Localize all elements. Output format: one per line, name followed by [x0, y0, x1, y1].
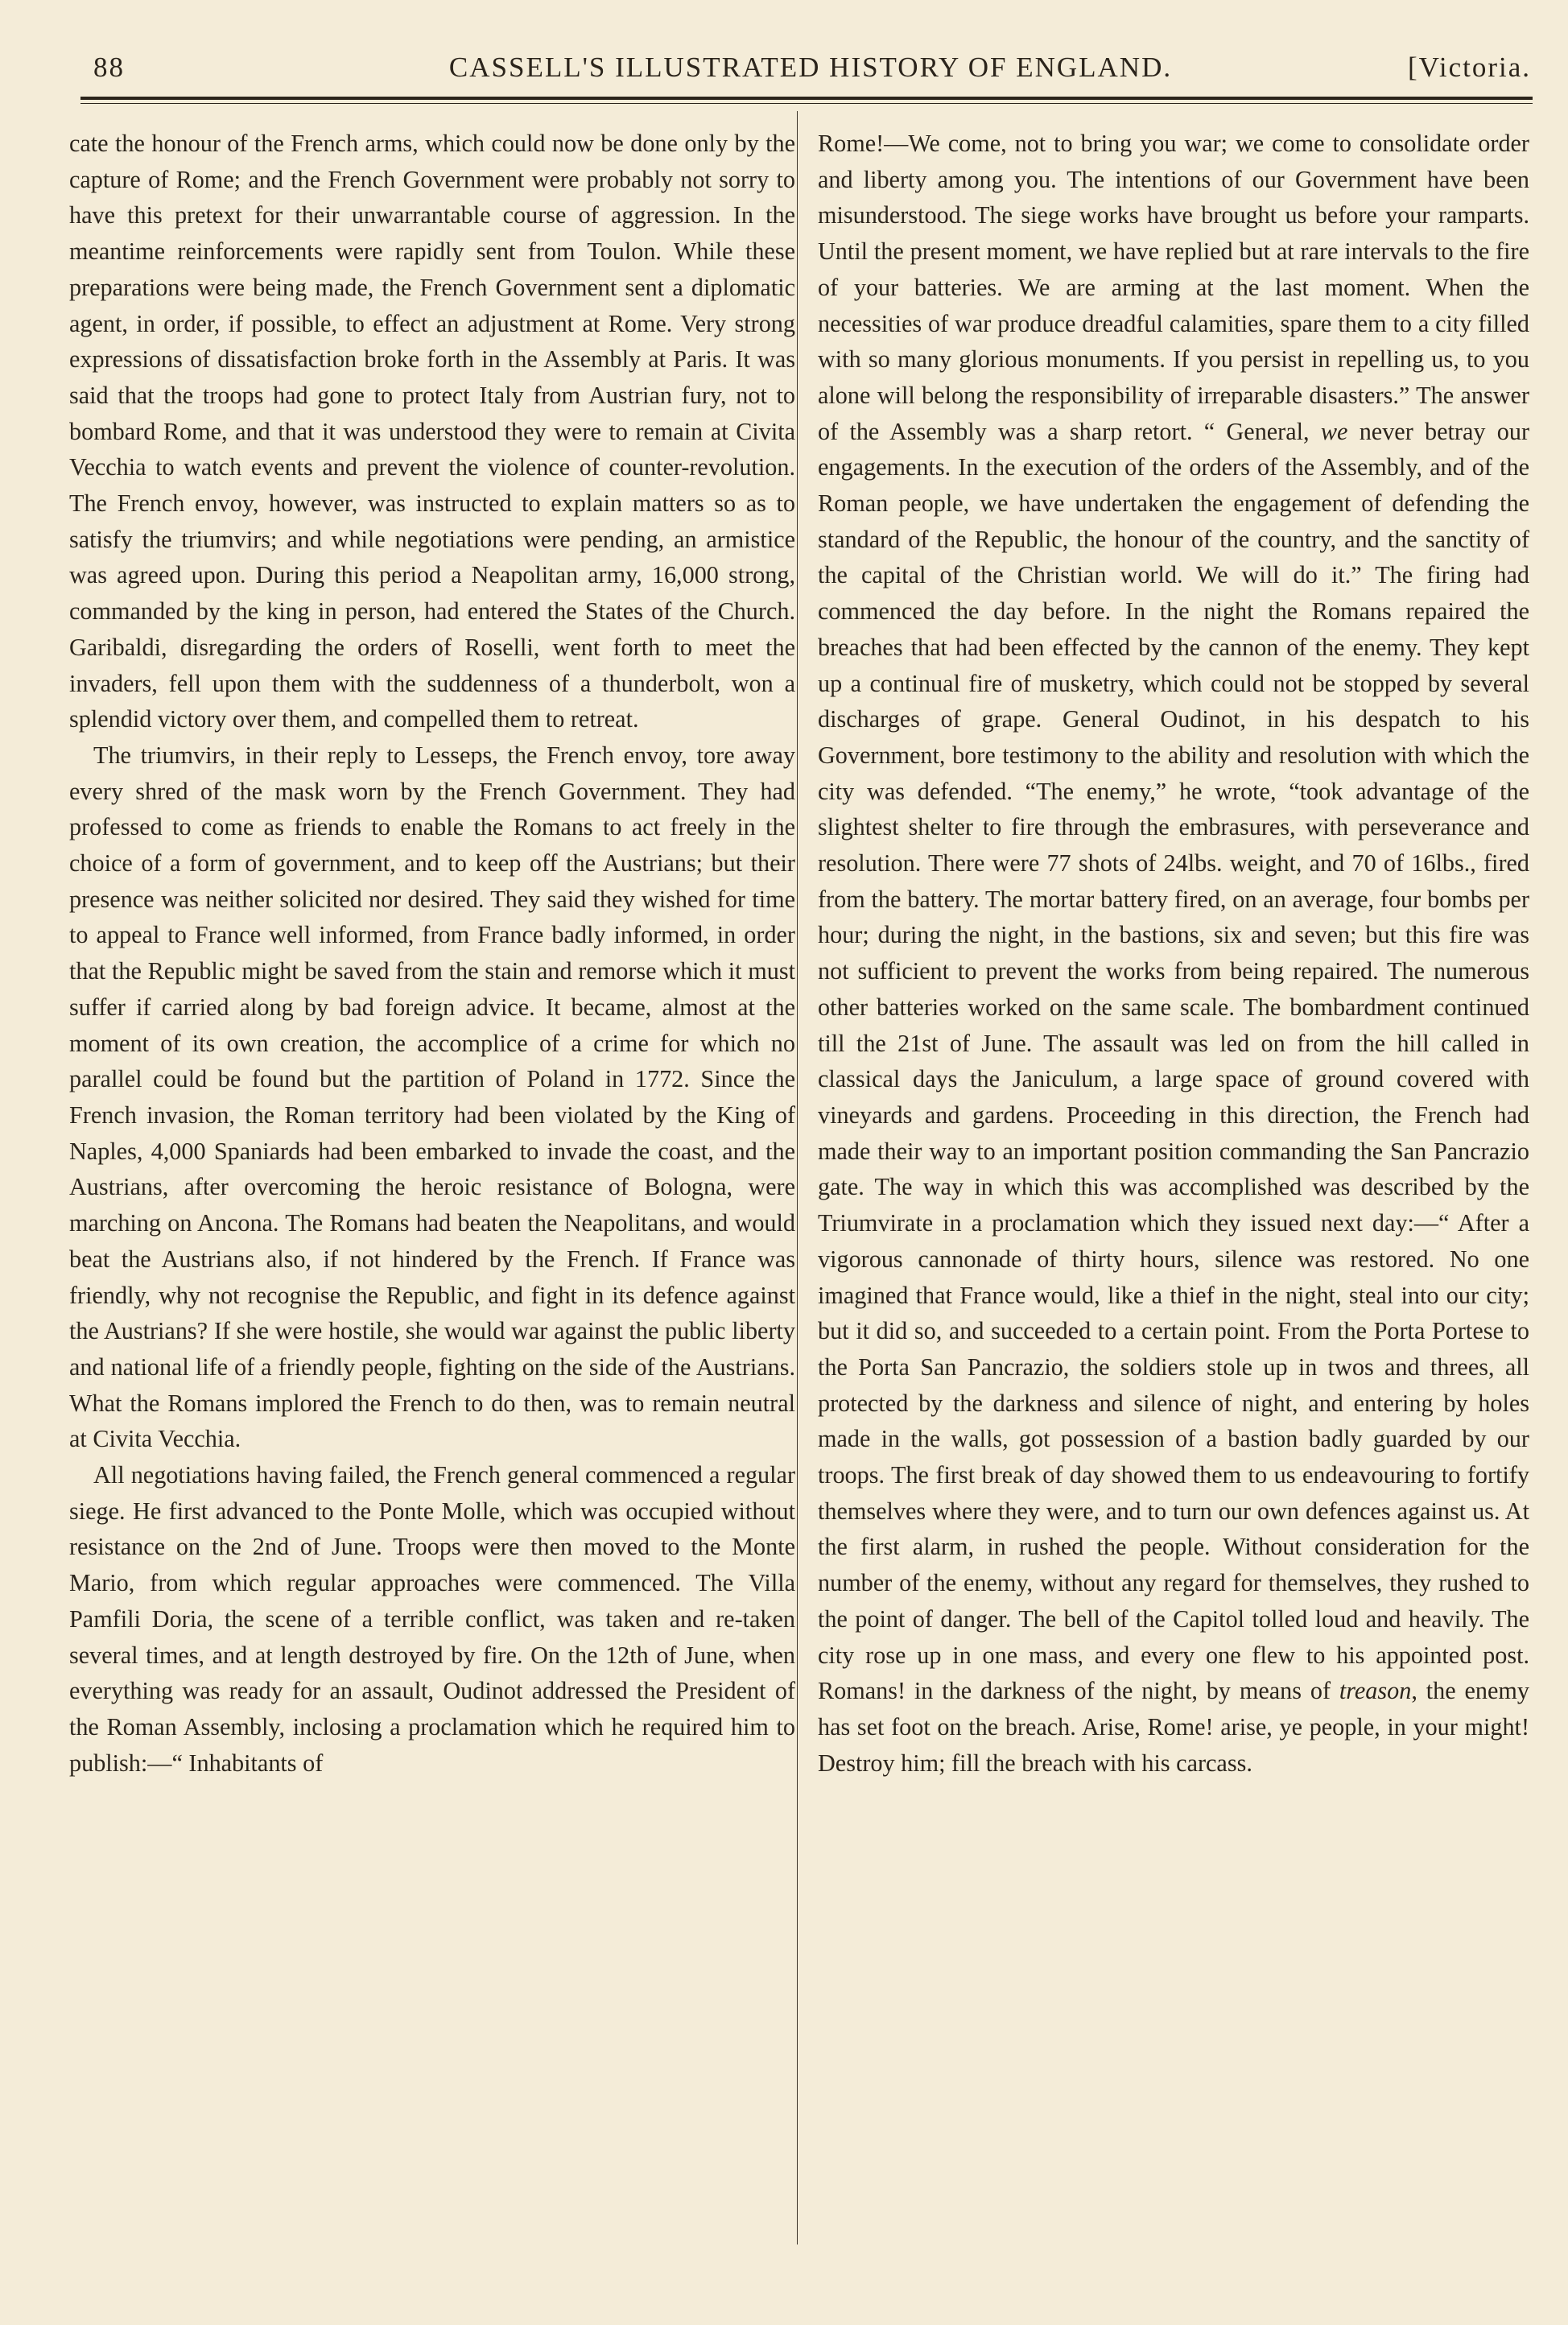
running-header: [90, 43, 1531, 92]
reign-label: [Victoria.: [1408, 52, 1531, 83]
page-number: 88: [93, 52, 125, 83]
left-column: [69, 126, 795, 1781]
paragraph: cate the honour of the French arms, which could now be done only by the capture of Rome; and the French Government were probably not sorry to have this pretext for their unwarrantable course of aggression. In the meantime reinforcements were rapidly sent from Toulon. While these preparations were being made, the French Government sent a diplomatic agent, in order, if possible, to effect an adjustment at Rome. Very strong expressions of dissatisfaction broke forth in the Assembly at Paris. It was said that the troops had gone to protect Italy from Austrian fury, not to bombard Rome, and that it was understood they were to remain at Civita Vecchia to watch events and prevent the violence of counter-revolution. The French envoy, however, was instructed to explain matters so as to satisfy the triumvirs; and while negotiations were pending, an armistice was agreed upon. During this period a Neapolitan army, 16,000 strong, commanded by the king in person, had entered the States of the Church. Garibaldi, disregarding the orders of Roselli, went forth to meet the invaders, fell upon them with the suddenness of a thunderbolt, won a splendid victory over them, and compelled them to retreat.: [69, 130, 795, 733]
text-run: never betray our engagements. In the execution of the orders of the Assembly, and of the Roman people, we have undertaken the engagement of defending the standard of the Republic, the honour of the country, and the sanctity of the capital of the Christian world. We will do it.” The firing had commenced the day before. In the night the Romans repaired the breaches that had been effected by the cannon of the enemy. They kept up a continual fire of musketry, which could not be stopped by several discharges of grape. General Oudinot, in his despatch to his Government, bore testimony to the ability and resolution with which the city was defended. “The enemy,” he wrote, “took advantage of the slightest shelter to fire through the embrasures, with perseverance and resolution. There were 77 shots of 24lbs. weight, and 70 of 16lbs., fired from the battery. The mortar battery fired, on an average, four bombs per hour; during the night, in the bastions, six and seven; but this fire was not sufficient to prevent the works from being repaired. The numerous other batteries worked on the same scale. The bombardment continued till the 21st of June. The assault was led on from the hill called in classical days the Janiculum, a large space of ground covered with vineyards and gardens. Proceeding in this direction, the French had made their way to an important position commanding the San Pancrazio gate. The way in which this was accomplished was described by the Triumvirate in a proclamation which they issued next day:—“ After a vigorous cannonade of thirty hours, silence was restored. No one imagined that France would, like a thief in the night, steal into our city; but it did so, and succeeded to a certain point. From the Porta Portese to the Porta San Pancrazio, the soldiers stole up in twos and threes, all protected by the darkness and silence of night, and entering by holes made in the walls, got possession of a bastion badly guarded by our troops. The first break of day showed them to us endeavouring to fortify themselves where they were, and to turn our own defences against us. At the first alarm, in rushed the people. Without consideration for the number of the enemy, without any regard for themselves, they rushed to the point of danger. The bell of the Capitol tolled loud and heavily. The city rose up in one mass, and every one flew to his appointed post. Romans! in the darkness of the night, by means of: [818, 417, 1529, 1705]
text-run: , the enemy has set foot on the breach. Arise, Rome! arise, ye people, in your might! Destroy him; fill the breach with his carcass.: [818, 1677, 1529, 1777]
italic-run: we: [1320, 417, 1348, 445]
text-run: Rome!—We come, not to bring you war; we come to consolidate order and liberty among you. The intentions of our Government have been misunderstood. The siege works have brought us before your ramparts. Until the present moment, we have replied but at rare intervals to the fire of your batteries. We are arming at the last moment. When the necessities of war produce dreadful calamities, spare them to a city filled with so many glorious monuments. If you persist in repelling us, to you alone will belong the responsibility of irreparable disasters.” The answer of the Assembly was a sharp retort. “ General,: [818, 130, 1529, 445]
column-divider: [797, 111, 798, 2244]
right-column: [818, 126, 1529, 1781]
paragraph: All negotiations having failed, the French general commenced a regular siege. He first advanced to the Ponte Molle, which was occupied without resistance on the 2nd of June. Troops were then moved to the Monte Mario, from which regular approaches were commenced. The Villa Pamfili Doria, the scene of a terrible conflict, was taken and re-taken several times, and at length destroyed by fire. On the 12th of June, when everything was ready for an assault, Oudinot addressed the President of the Roman Assembly, inclosing a proclamation which he required him to publish:—“ Inhabitants of: [69, 1461, 795, 1777]
paragraph: The triumvirs, in their reply to Lesseps, the French envoy, tore away every shred of the mask worn by the French Government. They had professed to come as friends to enable the Romans to act freely in the choice of a form of government, and to keep off the Austrians; but their presence was neither solicited nor desired. They said they wished for time to appeal to France well informed, from France badly informed, in order that the Republic might be saved from the stain and remorse which it must suffer if carried along by bad foreign advice. It became, almost at the moment of its own creation, the accomplice of a crime for which no parallel could be found but the partition of Poland in 1772. Since the French invasion, the Roman territory had been violated by the King of Naples, 4,000 Spaniards had been embarked to invade the coast, and the Austrians, after overcoming the heroic resistance of Bologna, were marching on Ancona. The Romans had beaten the Neapolitans, and would beat the Austrians also, if not hindered by the French. If France was friendly, why not recognise the Republic, and fight in its defence against the Austrians? If she were hostile, she would war against the public liberty and national life of a friendly people, fighting on the side of the Austrians. What the Romans implored the French to do then, was to remain neutral at Civita Vecchia.: [69, 741, 795, 1453]
italic-run: treason: [1339, 1677, 1412, 1705]
paragraph: [818, 126, 1529, 1781]
header-rule-thin: [80, 103, 1533, 104]
header-rule: [80, 97, 1533, 100]
running-title: CASSELL'S ILLUSTRATED HISTORY OF ENGLAND.: [448, 52, 1173, 83]
